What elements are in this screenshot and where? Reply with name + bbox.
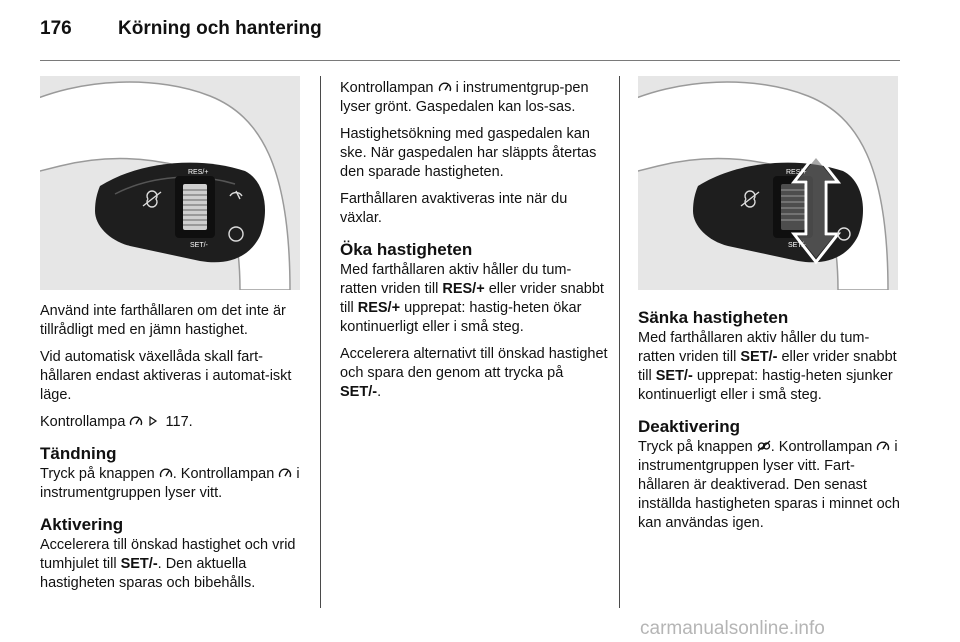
cruise-control-icon bbox=[876, 440, 890, 452]
steering-wheel-figure-2 bbox=[638, 76, 898, 290]
cruise-control-icon bbox=[129, 415, 143, 427]
cruise-control-icon bbox=[159, 467, 173, 479]
cruise-control-icon bbox=[438, 81, 452, 93]
column-1 bbox=[40, 302, 308, 601]
paragraph-deaktivering: Tryck på knappen . Kontrollampan i instrumentgruppen lyser vitt. Fart-hållaren är deaktiverad. Den senast inställda hastigheten sparas i minnet och kan användas igen. bbox=[638, 439, 900, 531]
paragraph-kontrollampan-gront: Kontrollampan i instrumentgrup-pen lyser grönt. Gaspedalen kan los-sas. bbox=[340, 80, 589, 115]
paragraph-sanka: Med farthållaren aktiv håller du tum-ratten vriden till SET/- eller vrider snabbt till SET/- upprepat: hastig-heten sjunker kontinuerligt eller i små steg. bbox=[638, 330, 897, 403]
page-reference-icon bbox=[148, 415, 162, 427]
column-3 bbox=[638, 300, 902, 541]
cruise-control-off-icon bbox=[757, 440, 771, 452]
paragraph-accelerera-alternativt: Accelerera alternativt till önskad hastighet och spara den genom att trycka på SET/-. bbox=[340, 346, 608, 400]
page-number: 176 bbox=[40, 18, 72, 39]
heading-deaktivering: Deaktivering bbox=[638, 417, 741, 436]
page-title: Körning och hantering bbox=[118, 18, 322, 39]
paragraph-automatisk-vaxellada: Vid automatisk växellåda skall fart-hållaren endast aktiveras i automat-iskt läge. bbox=[40, 349, 292, 403]
paragraph-tandning: Tryck på knappen . Kontrollampan i instrumentgruppen lyser vitt. bbox=[40, 466, 300, 501]
column-divider-2 bbox=[619, 76, 620, 608]
heading-sanka-hastigheten: Sänka hastigheten bbox=[638, 308, 789, 327]
res-label: RES/+ bbox=[188, 169, 209, 176]
steering-wheel-illustration-arrows bbox=[638, 76, 898, 290]
steering-wheel-illustration bbox=[40, 76, 300, 290]
column-2 bbox=[340, 79, 608, 410]
watermark: carmanualsonline.info bbox=[640, 618, 825, 639]
paragraph-kontrollampa-ref: Kontrollampa 117. bbox=[40, 414, 193, 430]
set-label: SET/- bbox=[190, 242, 208, 249]
heading-oka-hastigheten: Öka hastigheten bbox=[340, 240, 473, 259]
res-label-2: RES/+ bbox=[786, 169, 807, 176]
paragraph-jamn-hastighet: Använd inte farthållaren om det inte är tillrådligt med en jämn hastighet. bbox=[40, 303, 286, 338]
paragraph-aktivering: Accelerera till önskad hastighet och vrid tumhjulet till SET/-. Den aktuella hastigheten sparas och bibehålls. bbox=[40, 537, 296, 591]
paragraph-hastighetsokning: Hastighetsökning med gaspedalen kan ske. När gaspedalen har släppts återtas den sparade hastigheten. bbox=[340, 126, 597, 180]
steering-wheel-figure-1 bbox=[40, 76, 300, 290]
column-divider-1 bbox=[320, 76, 321, 608]
paragraph-oka: Med farthållaren aktiv håller du tum-ratten vriden till RES/+ eller vrider snabbt till RES/+ upprepat: hastig-heten ökar kontinuerligt eller i små steg. bbox=[340, 262, 604, 335]
set-label-2: SET/- bbox=[788, 242, 806, 249]
header-rule bbox=[40, 60, 900, 61]
heading-tandning: Tändning bbox=[40, 444, 117, 463]
heading-aktivering: Aktivering bbox=[40, 515, 124, 534]
paragraph-vaxlar: Farthållaren avaktiveras inte när du växlar. bbox=[340, 191, 568, 226]
cruise-control-icon bbox=[278, 467, 292, 479]
